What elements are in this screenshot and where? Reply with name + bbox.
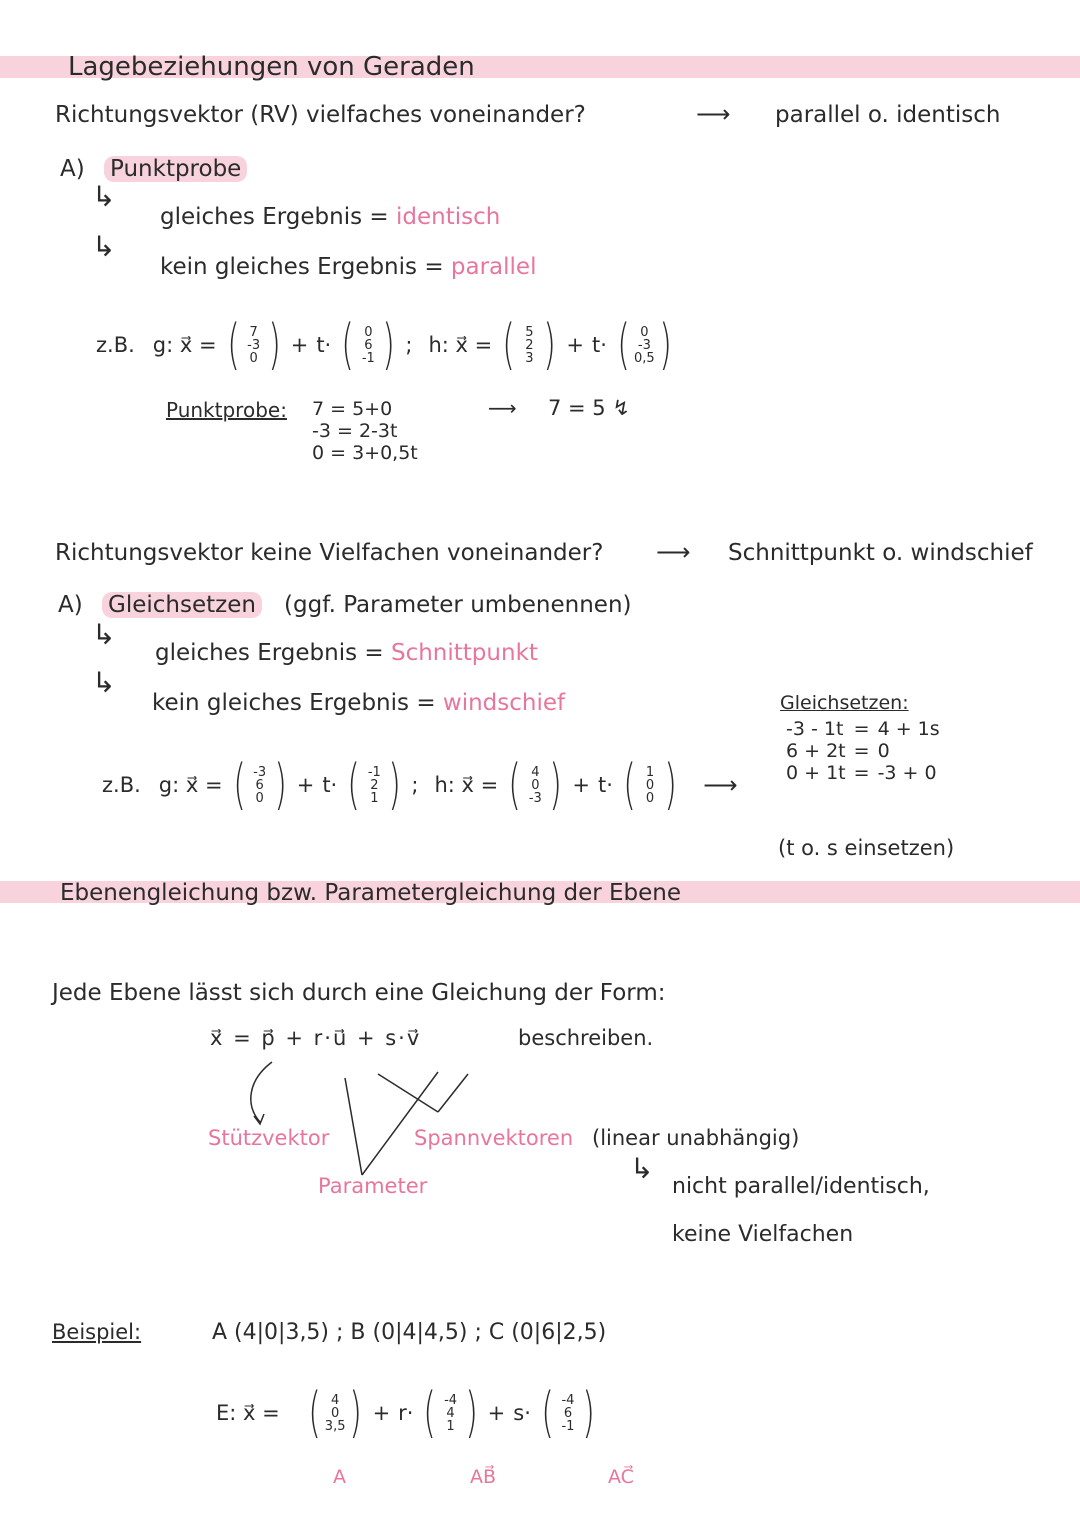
label-point-a: A <box>333 1466 346 1488</box>
label-vector-ab: AB⃗ <box>470 1466 497 1488</box>
gleichsetzen-system: -3 - 1t = 4 + 1s 6 + 2t = 0 0 + 1t = -3 + 0 <box>786 718 940 784</box>
label-parameter: Parameter <box>318 1174 428 1198</box>
plane-equation-example: E: x⃗ = ( 4 0 3,5 ) + r· ( -4 4 1 ) + s· ( -4 6 -1 ) <box>212 1386 601 1440</box>
note-no-multiples: keine Vielfachen <box>672 1222 854 1247</box>
vector-h-direction: ( 0 -3 0,5 ) <box>617 313 672 376</box>
branch-same-result: gleiches Ergebnis = identisch <box>160 204 501 230</box>
vector-g-direction: ( 0 6 -1 ) <box>341 313 396 376</box>
arrow-right-icon: ⟶ <box>703 771 738 799</box>
arrow-right-icon: ⟶ <box>656 538 691 566</box>
vector-g-support: ( 7 -3 0 ) <box>226 313 281 376</box>
formula-connector-lines <box>200 1050 500 1185</box>
branch-arrow-icon: ↳ <box>92 180 116 213</box>
gleichsetzen-label: Gleichsetzen: <box>780 692 909 714</box>
section-title-plane: Ebenengleichung bzw. Parametergleichung der Ebene <box>60 880 681 906</box>
arrow-right-icon: ⟶ <box>696 100 731 128</box>
vector-h-direction: ( 1 0 0 ) <box>623 753 677 816</box>
question-parallel: Richtungsvektor (RV) vielfaches voneinander? <box>55 102 586 128</box>
branch-arrow-icon: ↳ <box>92 666 116 699</box>
label-vector-ac: AC⃗ <box>608 1466 634 1488</box>
arrow-right-icon: ⟶ <box>488 396 517 420</box>
vector-h-support: ( 5 2 3 ) <box>502 313 557 376</box>
step-label: A) <box>60 156 85 182</box>
result-intersect-skew: Schnittpunkt o. windschief <box>728 540 1033 566</box>
method-note: (ggf. Parameter umbenennen) <box>284 592 632 618</box>
label-stuetzvektor: Stützvektor <box>208 1126 330 1150</box>
vector-g-support: ( -3 6 0 ) <box>232 753 287 816</box>
branch-arrow-icon: ↳ <box>92 618 116 651</box>
vector-h-support: ( 4 0 -3 ) <box>508 753 563 816</box>
method-gleichsetzen: Gleichsetzen <box>102 592 262 618</box>
question-intersect: Richtungsvektor keine Vielfachen voneinander? <box>55 540 604 566</box>
result-parallel-identical: parallel o. identisch <box>775 102 1001 128</box>
example-lines-2: z.B. g: x⃗ = ( -3 6 0 ) + t· ( -1 2 1 ) ; h: x⃗ = ( 4 0 -3 ) + t· ( 1 0 0 ) ⟶ <box>102 753 738 816</box>
note-not-parallel: nicht parallel/identisch, <box>672 1174 930 1199</box>
method-punktprobe: Punktprobe <box>104 156 247 182</box>
vector-g-direction: ( -1 2 1 ) <box>347 753 402 816</box>
branch-different-result: kein gleiches Ergebnis = parallel <box>160 254 537 280</box>
punktprobe-system: 7 = 5+0 -3 = 2-3t 0 = 3+0,5t <box>312 398 418 464</box>
branch-same-result: gleiches Ergebnis = Schnittpunkt <box>155 640 538 666</box>
example-label: Beispiel: <box>52 1320 142 1344</box>
section-title: Lagebeziehungen von Geraden <box>68 52 475 82</box>
vector-e-ab: ( -4 4 1 ) <box>423 1381 478 1444</box>
gleichsetzen-note: (t o. s einsetzen) <box>778 836 955 860</box>
plane-formula: x⃗ = p⃗ + r·u⃗ + s·v⃗ <box>210 1026 422 1050</box>
punktprobe-label: Punktprobe: <box>166 398 287 422</box>
branch-arrow-icon: ↳ <box>630 1152 654 1185</box>
branch-different-result: kein gleiches Ergebnis = windschief <box>152 690 566 716</box>
plane-formula-end: beschreiben. <box>518 1026 654 1050</box>
plane-intro: Jede Ebene lässt sich durch eine Gleichung der Form: <box>52 980 666 1006</box>
label-linear-independent: (linear unabhängig) <box>592 1126 800 1150</box>
label-spannvektoren: Spannvektoren <box>414 1126 574 1150</box>
branch-arrow-icon: ↳ <box>92 230 116 263</box>
step-label: A) <box>58 592 83 618</box>
example-points: A (4|0|3,5) ; B (0|4|4,5) ; C (0|6|2,5) <box>212 1320 607 1345</box>
punktprobe-result: 7 = 5 ↯ <box>548 396 630 420</box>
vector-e-ac: ( -4 6 -1 ) <box>541 1381 595 1444</box>
vector-e-support: ( 4 0 3,5 ) <box>307 1381 363 1444</box>
example-lines-1: z.B. g: x⃗ = ( 7 -3 0 ) + t· ( 0 6 -1 ) ; h: x⃗ = ( 5 2 3 ) + t· ( 0 -3 0,5 ) <box>92 318 678 372</box>
